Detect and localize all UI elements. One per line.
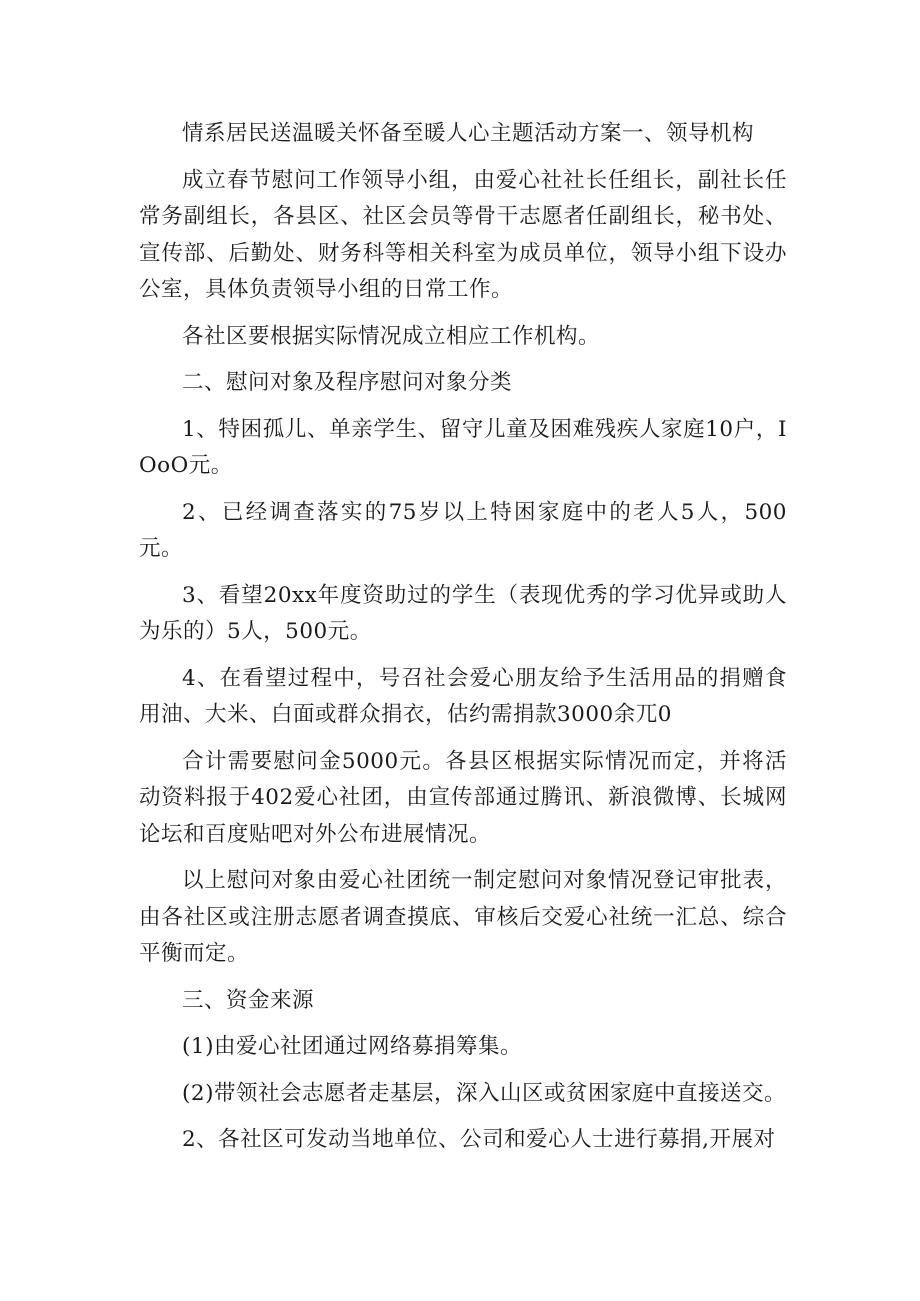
document-body [139, 116, 787, 1169]
list-item-4: 4、在看望过程中，号召社会爱心朋友给予生活用品的捐赠食用油、大米、白面或群众捐衣，估约需捐款3000余兀0 [139, 665, 787, 727]
paragraph-approval: 以上慰问对象由爱心社团统一制定慰问对象情况登记审批表，由各社区或注册志愿者调查摸底、审核后交爱心社统一汇总、综合平衡而定。 [139, 868, 787, 966]
list-item-1: 1、特困孤儿、单亲学生、留守儿童及困难残疾人家庭10户，IOoO元。 [139, 416, 787, 478]
paragraph-leadership-group: 成立春节慰问工作领导小组，由爱心社社长任组长，副社长任常务副组长，各县区、社区会员等骨干志愿者任副组长，秘书处、宣传部、后勤处、财务科等相关科室为成员单位，领导小组下设办公室，具体负责领导小组的日常工作。 [139, 167, 787, 302]
list-item-2: 2、已经调查落实的75岁以上特困家庭中的老人5人，500元。 [139, 499, 787, 561]
funding-item-1: (1)由爱心社团通过网络募捐筹集。 [182, 1034, 522, 1059]
section-heading-funding: 三、资金来源 [182, 987, 315, 1013]
paragraph-total-funds: 合计需要慰问金5000元。各县区根据实际情况而定，并将活动资料报于402爱心社团，由宣传部通过腾讯、新浪微博、长城网论坛和百度贴吧对外公布进展情况。 [139, 748, 787, 847]
list-item-3: 3、看望20xx年度资助过的学生（表现优秀的学习优异或助人为乐的）5人，500元。 [139, 582, 787, 644]
section-heading-recipients: 二、慰问对象及程序慰问对象分类 [182, 370, 513, 395]
document-title-line: 情系居民送温暖关怀备至暖人心主题活动方案一、领导机构 [182, 121, 755, 146]
paragraph-community-structure: 各社区要根据实际情况成立相应工作机构。 [182, 323, 601, 349]
funding-item-3: 2、各社区可发动当地单位、公司和爱心人士进行募捐,开展对 [182, 1127, 776, 1152]
funding-item-2: (2)带领社会志愿者走基层，深入山区或贫困家庭中直接送交。 [182, 1080, 786, 1106]
